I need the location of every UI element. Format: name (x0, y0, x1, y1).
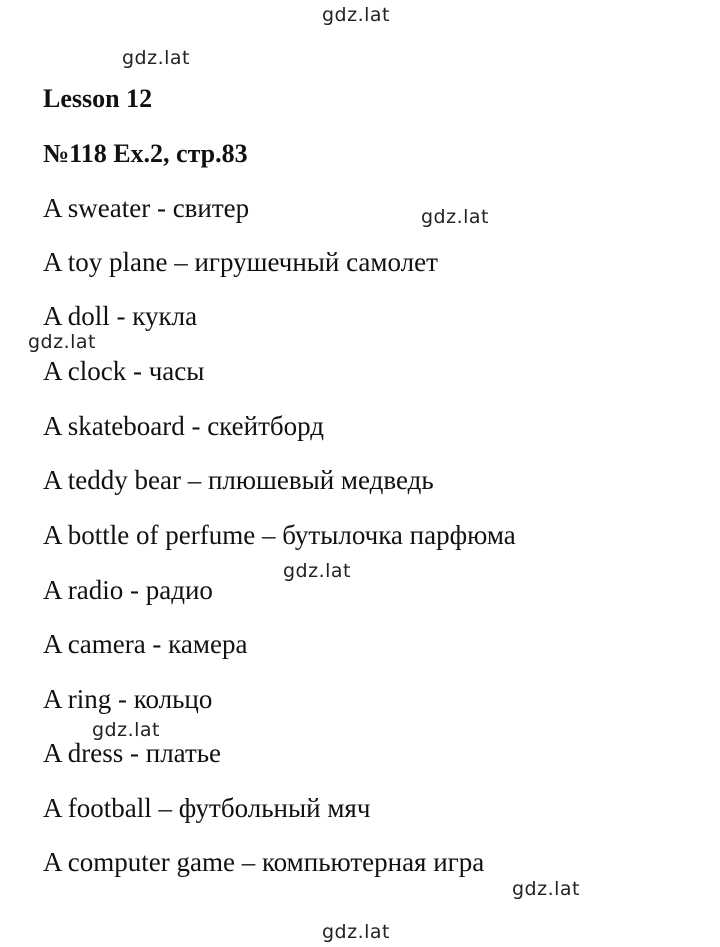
watermark: gdz.lat (122, 47, 191, 69)
watermark: gdz.lat (421, 206, 490, 228)
vocab-entry: A bottle of perfume – бутылочка парфюма (43, 520, 516, 550)
watermark: gdz.lat (92, 719, 161, 741)
watermark: gdz.lat (283, 560, 352, 582)
watermark: gdz.lat (322, 921, 391, 943)
vocab-entry: A radio - радио (43, 575, 213, 605)
lesson-title: Lesson 12 (43, 84, 153, 113)
watermark: gdz.lat (512, 878, 581, 900)
vocab-entry: A camera - камера (43, 629, 248, 659)
vocab-entry: A teddy bear – плюшевый медведь (43, 465, 434, 495)
exercise-title: №118 Ex.2, стр.83 (43, 139, 248, 168)
vocab-entry: A sweater - свитер (43, 193, 250, 223)
vocab-entry: A dress - платье (43, 738, 222, 768)
vocab-entry: A doll - кукла (43, 301, 198, 331)
vocab-entry: A ring - кольцо (43, 684, 213, 714)
vocab-entry: A clock - часы (43, 356, 205, 386)
watermark: gdz.lat (322, 4, 391, 26)
vocab-entry: A football – футбольный мяч (43, 793, 371, 823)
watermark: gdz.lat (28, 331, 97, 353)
vocab-entry: A toy plane – игрушечный самолет (43, 247, 438, 277)
vocab-entry: A skateboard - скейтборд (43, 411, 324, 441)
vocab-entry: A computer game – компьютерная игра (43, 847, 485, 877)
